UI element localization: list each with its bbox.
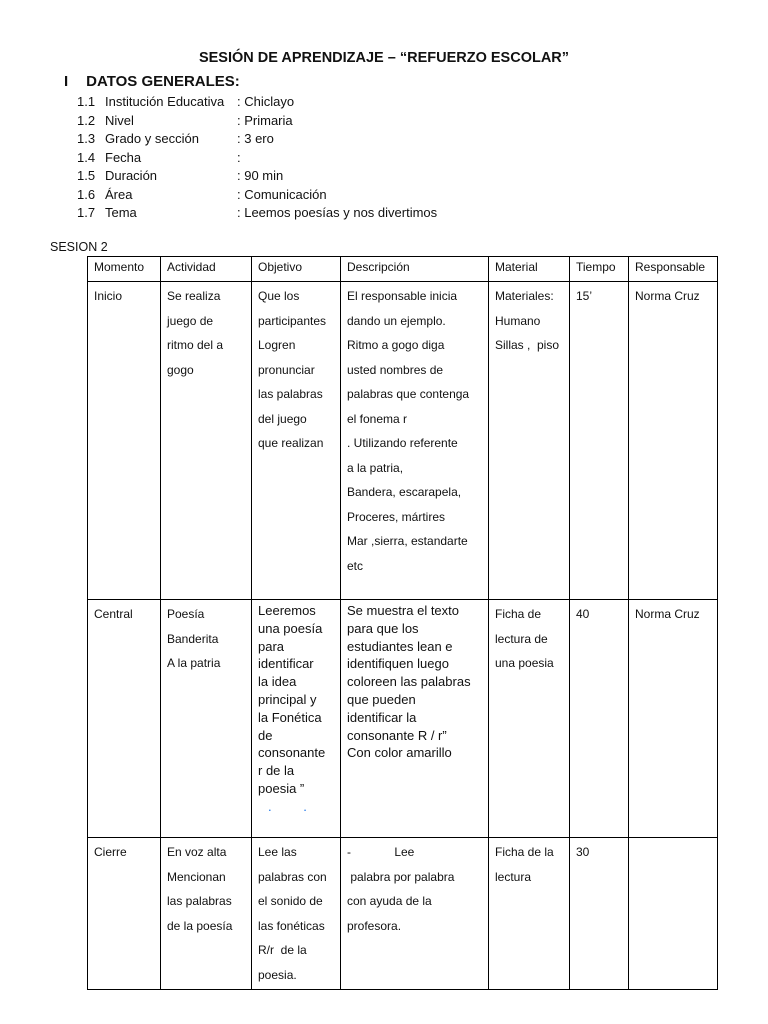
cell-line: Proceres, mártires — [347, 509, 446, 524]
cell-line: Materiales: — [495, 289, 554, 303]
header-momento: Momento — [88, 257, 161, 282]
cell-line: Ficha de la — [495, 845, 554, 859]
datos-label: Institución Educativa — [105, 94, 225, 109]
datos-label: Grado y sección — [105, 131, 199, 146]
session-label: SESION 2 — [50, 240, 108, 254]
cell-objetivo — [252, 600, 341, 838]
cell-line: etc — [347, 558, 364, 573]
cell-line: Que los — [258, 289, 300, 303]
cell-line: para que los — [347, 620, 419, 636]
cell-line: participantes — [258, 313, 327, 328]
cell-line: Bandera, escarapela, — [347, 485, 462, 499]
cell-tiempo: 40 — [570, 600, 629, 838]
table-row — [88, 600, 718, 838]
cell-line: que realizan — [258, 436, 324, 450]
header-material: Material — [489, 257, 570, 282]
cell-line: una poesia — [495, 656, 554, 670]
datos-label: Área — [105, 186, 133, 202]
cell-line: identifiquen luego — [347, 656, 449, 672]
cell-line: R/r de la — [258, 943, 307, 957]
datos-value: : 3 ero — [237, 131, 274, 146]
document-title: SESIÓN DE APRENDIZAJE – “REFUERZO ESCOLAR” — [198, 50, 570, 66]
cell-line: una poesía — [258, 620, 323, 636]
datos-value: : Chiclayo — [237, 94, 295, 109]
cell-tiempo: 15’ — [570, 282, 629, 600]
cell-line: las palabras — [167, 894, 232, 908]
header-responsable: Responsable — [629, 257, 718, 282]
blue-marks: . . — [268, 798, 321, 814]
datos-value: : Comunicación — [237, 186, 327, 202]
cell-actividad — [161, 282, 252, 600]
cell-descripcion — [341, 282, 489, 600]
cell-line: r de la — [258, 763, 295, 779]
cell-line: estudiantes lean e — [347, 638, 453, 654]
cell-actividad — [161, 838, 252, 990]
cell-actividad — [161, 600, 252, 838]
cell-line: coloreen las palabras — [347, 674, 471, 690]
cell-line: la Fonética — [258, 709, 322, 725]
cell-objetivo — [252, 838, 341, 990]
datos-value: : — [237, 149, 241, 165]
cell-line: Humano — [495, 313, 541, 328]
cell-line: Leeremos — [258, 603, 316, 618]
header-descripcion: Descripción — [341, 257, 489, 282]
cell-line: a la patria, — [347, 460, 404, 475]
cell-line: para — [258, 638, 285, 654]
datos-label: Tema — [105, 205, 137, 220]
cell-line: Mencionan — [167, 869, 226, 884]
cell-line: ritmo del a — [167, 338, 224, 352]
cell-line: consonante — [258, 745, 326, 761]
cell-line: juego de — [167, 313, 214, 328]
cell-line: Ritmo a gogo diga — [347, 338, 445, 352]
cell-line: En voz alta — [167, 845, 227, 859]
cell-material — [489, 838, 570, 990]
cell-line: Banderita — [167, 631, 219, 646]
header-actividad: Actividad — [161, 257, 252, 282]
cell-line: que pueden — [347, 691, 416, 707]
objetivo-text — [258, 602, 334, 798]
cell-line: identificar — [258, 656, 314, 672]
section-heading — [64, 73, 240, 90]
cell-line: dando un ejemplo. — [347, 313, 446, 328]
cell-line: identificar la — [347, 709, 417, 725]
cell-responsable: Norma Cruz — [629, 282, 718, 600]
cell-line: del juego — [258, 411, 307, 426]
datos-number: 1.7 — [77, 205, 96, 220]
section-label: DATOS GENERALES: — [86, 73, 240, 90]
cell-line: palabras que contenga — [347, 387, 470, 401]
session-table — [87, 256, 718, 990]
cell-line: las fonéticas — [258, 918, 325, 933]
header-tiempo: Tiempo — [570, 257, 629, 282]
cell-line: palabra por palabra — [347, 869, 455, 884]
datos-number: 1.4 — [77, 149, 96, 165]
cell-line: A la patria — [167, 656, 221, 670]
cell-line: consonante R / r” — [347, 727, 447, 743]
cell-line: gogo — [167, 362, 194, 377]
cell-line: palabras con — [258, 869, 327, 884]
datos-label: Duración — [105, 168, 158, 183]
cell-line: . Utilizando referente — [347, 436, 458, 450]
cell-momento: Cierre — [88, 838, 161, 990]
cell-descripcion — [341, 600, 489, 838]
cell-line: con ayuda de la — [347, 894, 432, 908]
datos-value: : Primaria — [237, 112, 293, 128]
cell-line: profesora. — [347, 918, 402, 933]
cell-line: Logren — [258, 338, 296, 352]
cell-descripcion — [341, 838, 489, 990]
cell-line: principal y — [258, 691, 317, 707]
cell-line: Se muestra el texto — [347, 603, 459, 618]
table-row — [88, 282, 718, 600]
datos-value: : 90 min — [237, 168, 284, 183]
cell-tiempo: 30 — [570, 838, 629, 990]
cell-line: poesia. — [258, 967, 297, 982]
cell-material — [489, 282, 570, 600]
cell-responsable: Norma Cruz — [629, 600, 718, 838]
cell-line: lectura — [495, 869, 532, 884]
cell-line: Ficha de — [495, 607, 542, 621]
datos-number: 1.3 — [77, 131, 96, 146]
cell-line: pronunciar — [258, 362, 315, 377]
datos-number: 1.2 — [77, 112, 96, 128]
header-objetivo: Objetivo — [252, 257, 341, 282]
table-row — [88, 838, 718, 990]
cell-line: - Lee — [347, 845, 415, 859]
cell-line: lectura de — [495, 631, 548, 646]
cell-momento: Central — [88, 600, 161, 838]
cell-line: la idea — [258, 674, 297, 690]
cell-line: el sonido de — [258, 894, 323, 908]
cell-line: de la poesía — [167, 918, 233, 933]
datos-value: : Leemos poesías y nos divertimos — [237, 205, 438, 220]
cell-momento: Inicio — [88, 282, 161, 600]
cell-line: Lee las — [258, 845, 297, 859]
cell-line: El responsable inicia — [347, 289, 458, 303]
datos-label: Fecha — [105, 149, 142, 165]
cell-line: poesia ” — [258, 780, 305, 796]
cell-line: Se realiza — [167, 289, 221, 303]
section-number: I — [64, 73, 69, 90]
datos-number: 1.5 — [77, 168, 96, 183]
datos-label: Nivel — [105, 112, 134, 128]
cell-responsable — [629, 838, 718, 990]
cell-objetivo — [252, 282, 341, 600]
datos-number: 1.6 — [77, 186, 96, 202]
cell-line: el fonema r — [347, 411, 408, 426]
cell-line: Con color amarillo — [347, 745, 452, 761]
cell-line: usted nombres de — [347, 362, 444, 377]
cell-line: Mar ,sierra, estandarte — [347, 534, 468, 548]
cell-line: Sillas , piso — [495, 338, 560, 352]
table-header-row — [88, 257, 718, 282]
cell-line: de — [258, 727, 273, 743]
cell-line: Poesía — [167, 607, 205, 621]
cell-line: las palabras — [258, 387, 323, 401]
datos-number: 1.1 — [77, 94, 96, 109]
cell-material — [489, 600, 570, 838]
